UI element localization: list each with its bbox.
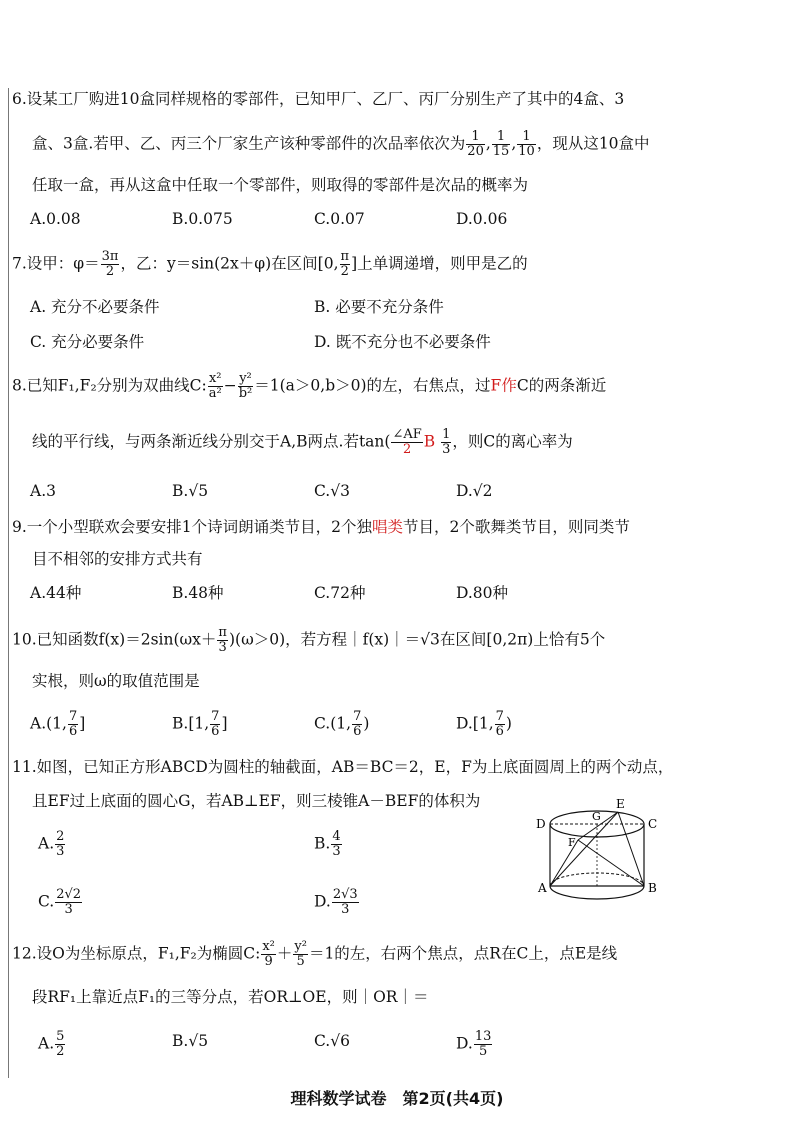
q9-line1 [12, 516, 630, 538]
q8-option-b: B.√5 [172, 482, 209, 500]
fig-label-b: B [648, 881, 657, 895]
q8-minus: − [223, 376, 237, 395]
q9-option-b: B.48种 [172, 584, 224, 602]
q10-text-a: 10.已知函数f(x)＝2sin(ωx＋ [12, 630, 217, 649]
cylinder-figure [536, 796, 666, 906]
q7-option-a: A. 充分不必要条件 [30, 298, 160, 316]
q7-text-c: ]上单调递增，则甲是乙的 [351, 254, 528, 273]
q7-option-d: D. 既不充分也不必要条件 [314, 333, 491, 351]
q8-text-b: ＝1(a＞0,b＞0)的左，右焦点，过 [254, 376, 491, 395]
q6-fraction-1: $\frac{1}{20}$ [467, 129, 484, 159]
q11-line1: 11.如图，已知正方形ABCD为圆柱的轴截面，AB＝BC＝2，E，F为上底面圆周上的两个动点， [12, 758, 674, 776]
q11-option-b: B. $\frac{4}{3}$ [314, 829, 341, 859]
fig-label-d: D [536, 817, 546, 831]
q6-line3: 任取一盒，再从这盒中任取一个零部件，则取得的零部件是次品的概率为 [32, 176, 529, 194]
q10-line2: 实根，则ω的取值范围是 [32, 672, 200, 690]
q6-line2-text: 盒、3盒.若甲、乙、丙三个厂家生产该种零部件的次品率依次为 [32, 134, 466, 153]
q8-line2 [32, 428, 573, 457]
q8-fraction-y: $\frac{\text{y²}}{\text{b²}}$ [238, 371, 253, 401]
q8-fraction-third: $\frac{1}{3}$ [442, 427, 451, 457]
q6-fraction-2: $\frac{1}{15}$ [492, 129, 510, 159]
q10-text-b: )(ω＞0)，若方程｜f(x)｜＝√3在区间[0,2π)上恰有5个 [228, 630, 606, 649]
q6-option-d: D.0.06 [456, 210, 508, 228]
fig-label-c: C [648, 817, 658, 831]
q9-text-b: 节目，2个歌舞类节目，则同类节 [403, 518, 630, 536]
q6-line1: 6.设某工厂购进10盒同样规格的零部件，已知甲厂、乙厂、丙厂分别生产了其中的4盒、3 [12, 90, 625, 108]
q12-option-c: C.√6 [314, 1032, 350, 1050]
q8-red-mark-3: B [423, 432, 436, 451]
q8-line2-text: 线的平行线，与两条渐近线分别交于A,B两点.若tan( [32, 432, 391, 451]
q12-option-a: A. $\frac{5}{2}$ [38, 1029, 65, 1059]
q9-option-d: D.80种 [456, 584, 509, 602]
fig-label-e: E [616, 797, 625, 811]
q11-option-a: A. $\frac{2}{3}$ [38, 829, 65, 859]
q8-fraction-x: $\frac{\text{x²}}{\text{a²}}$ [208, 371, 222, 401]
q8-option-d: D.√2 [456, 482, 493, 500]
q6-line2-tail: ，现从这10盒中 [536, 134, 650, 153]
q7-line1 [12, 250, 528, 279]
q8-option-a: A.3 [30, 482, 56, 500]
q11-option-c: C. $\frac{2√2}{3}$ [38, 887, 82, 917]
q8-red-mark-1: F [490, 376, 502, 395]
q8-option-c: C.√3 [314, 482, 350, 500]
q9-option-c: C.72种 [314, 584, 366, 602]
q7-fraction-phi: $\frac{3\pi}{2}$ [101, 249, 119, 279]
q12-line1 [12, 940, 617, 969]
left-margin-rule [8, 88, 9, 1078]
q6-option-a: A.0.08 [30, 210, 81, 228]
q12-plus: ＋ [276, 944, 293, 963]
q8-text-a: 8.已知F₁,F₂分别为双曲线C: [12, 376, 207, 395]
q10-option-c: C.(1, $\frac{7}{6}$ ) [314, 709, 370, 739]
q9-red-mark: 唱类 [372, 518, 404, 536]
q6-fraction-3: $\frac{1}{10}$ [518, 129, 535, 159]
q12-line2: 段RF₁上靠近点F₁的三等分点，若OR⊥OE，则｜OR｜＝ [32, 988, 429, 1006]
q11-option-d: D. $\frac{2√3}{3}$ [314, 887, 358, 917]
q12-option-d: D. $\frac{13}{5}$ [456, 1029, 492, 1059]
q7-option-c: C. 充分必要条件 [30, 333, 145, 351]
q7-text-a: 7.设甲：φ＝ [12, 254, 100, 273]
q9-text-a: 9.一个小型联欢会要安排1个诗词朗诵类节目，2个独 [12, 518, 373, 536]
fig-label-a: A [538, 881, 547, 895]
q8-fraction-angle: $\frac{\angle AF}{2}$ [392, 427, 422, 457]
fig-label-g: G [592, 810, 601, 823]
q10-fraction-pi3: $\frac{\pi}{3}$ [218, 625, 227, 655]
q11-line2: 且EF过上底面的圆心G，若AB⊥EF，则三棱锥A－BEF的体积为 [32, 792, 481, 810]
q6-line2: 盒、3盒.若甲、乙、丙三个厂家生产该种零部件的次品率依次为 $\frac{1}{20}$ , $\frac{1}{15}$ , $\frac{1}{10}$ ，现从这10盒中 [32, 129, 650, 159]
q12-fraction-y: $\frac{\text{y²}}{5}$ [294, 939, 307, 969]
q10-option-d: D.[1, $\frac{7}{6}$ ) [456, 709, 512, 739]
page-footer: 理科数学试卷 第2页(共4页) [290, 1089, 504, 1108]
q7-text-b: ，乙：y＝sin(2x＋φ)在区间[0, [120, 254, 339, 273]
q10-line1 [12, 626, 605, 655]
q8-line1 [12, 372, 606, 401]
q8-line2-tail: ，则C的离心率为 [452, 432, 573, 451]
q8-red-mark-2: 作 [501, 376, 517, 395]
q6-option-b: B.0.075 [172, 210, 233, 228]
q7-fraction-interval: $\frac{\pi}{2}$ [340, 249, 350, 279]
q12-fraction-x: $\frac{\text{x²}}{9}$ [262, 939, 275, 969]
q8-text-d: C的两条渐近 [516, 376, 607, 395]
q12-option-b: B.√5 [172, 1032, 209, 1050]
q10-option-a: A.(1, $\frac{7}{6}$ ] [30, 709, 86, 739]
q12-text-b: ＝1的左，右两个焦点，点R在C上，点E是线 [308, 944, 618, 963]
q10-option-b: B.[1, $\frac{7}{6}$ ] [172, 709, 228, 739]
q6-option-c: C.0.07 [314, 210, 365, 228]
fig-label-f: F [568, 836, 576, 849]
q9-line2: 目不相邻的安排方式共有 [32, 550, 203, 568]
q9-option-a: A.44种 [30, 584, 82, 602]
q12-text-a: 12.设O为坐标原点，F₁,F₂为椭圆C: [12, 944, 261, 963]
q7-option-b: B. 必要不充分条件 [314, 298, 444, 316]
